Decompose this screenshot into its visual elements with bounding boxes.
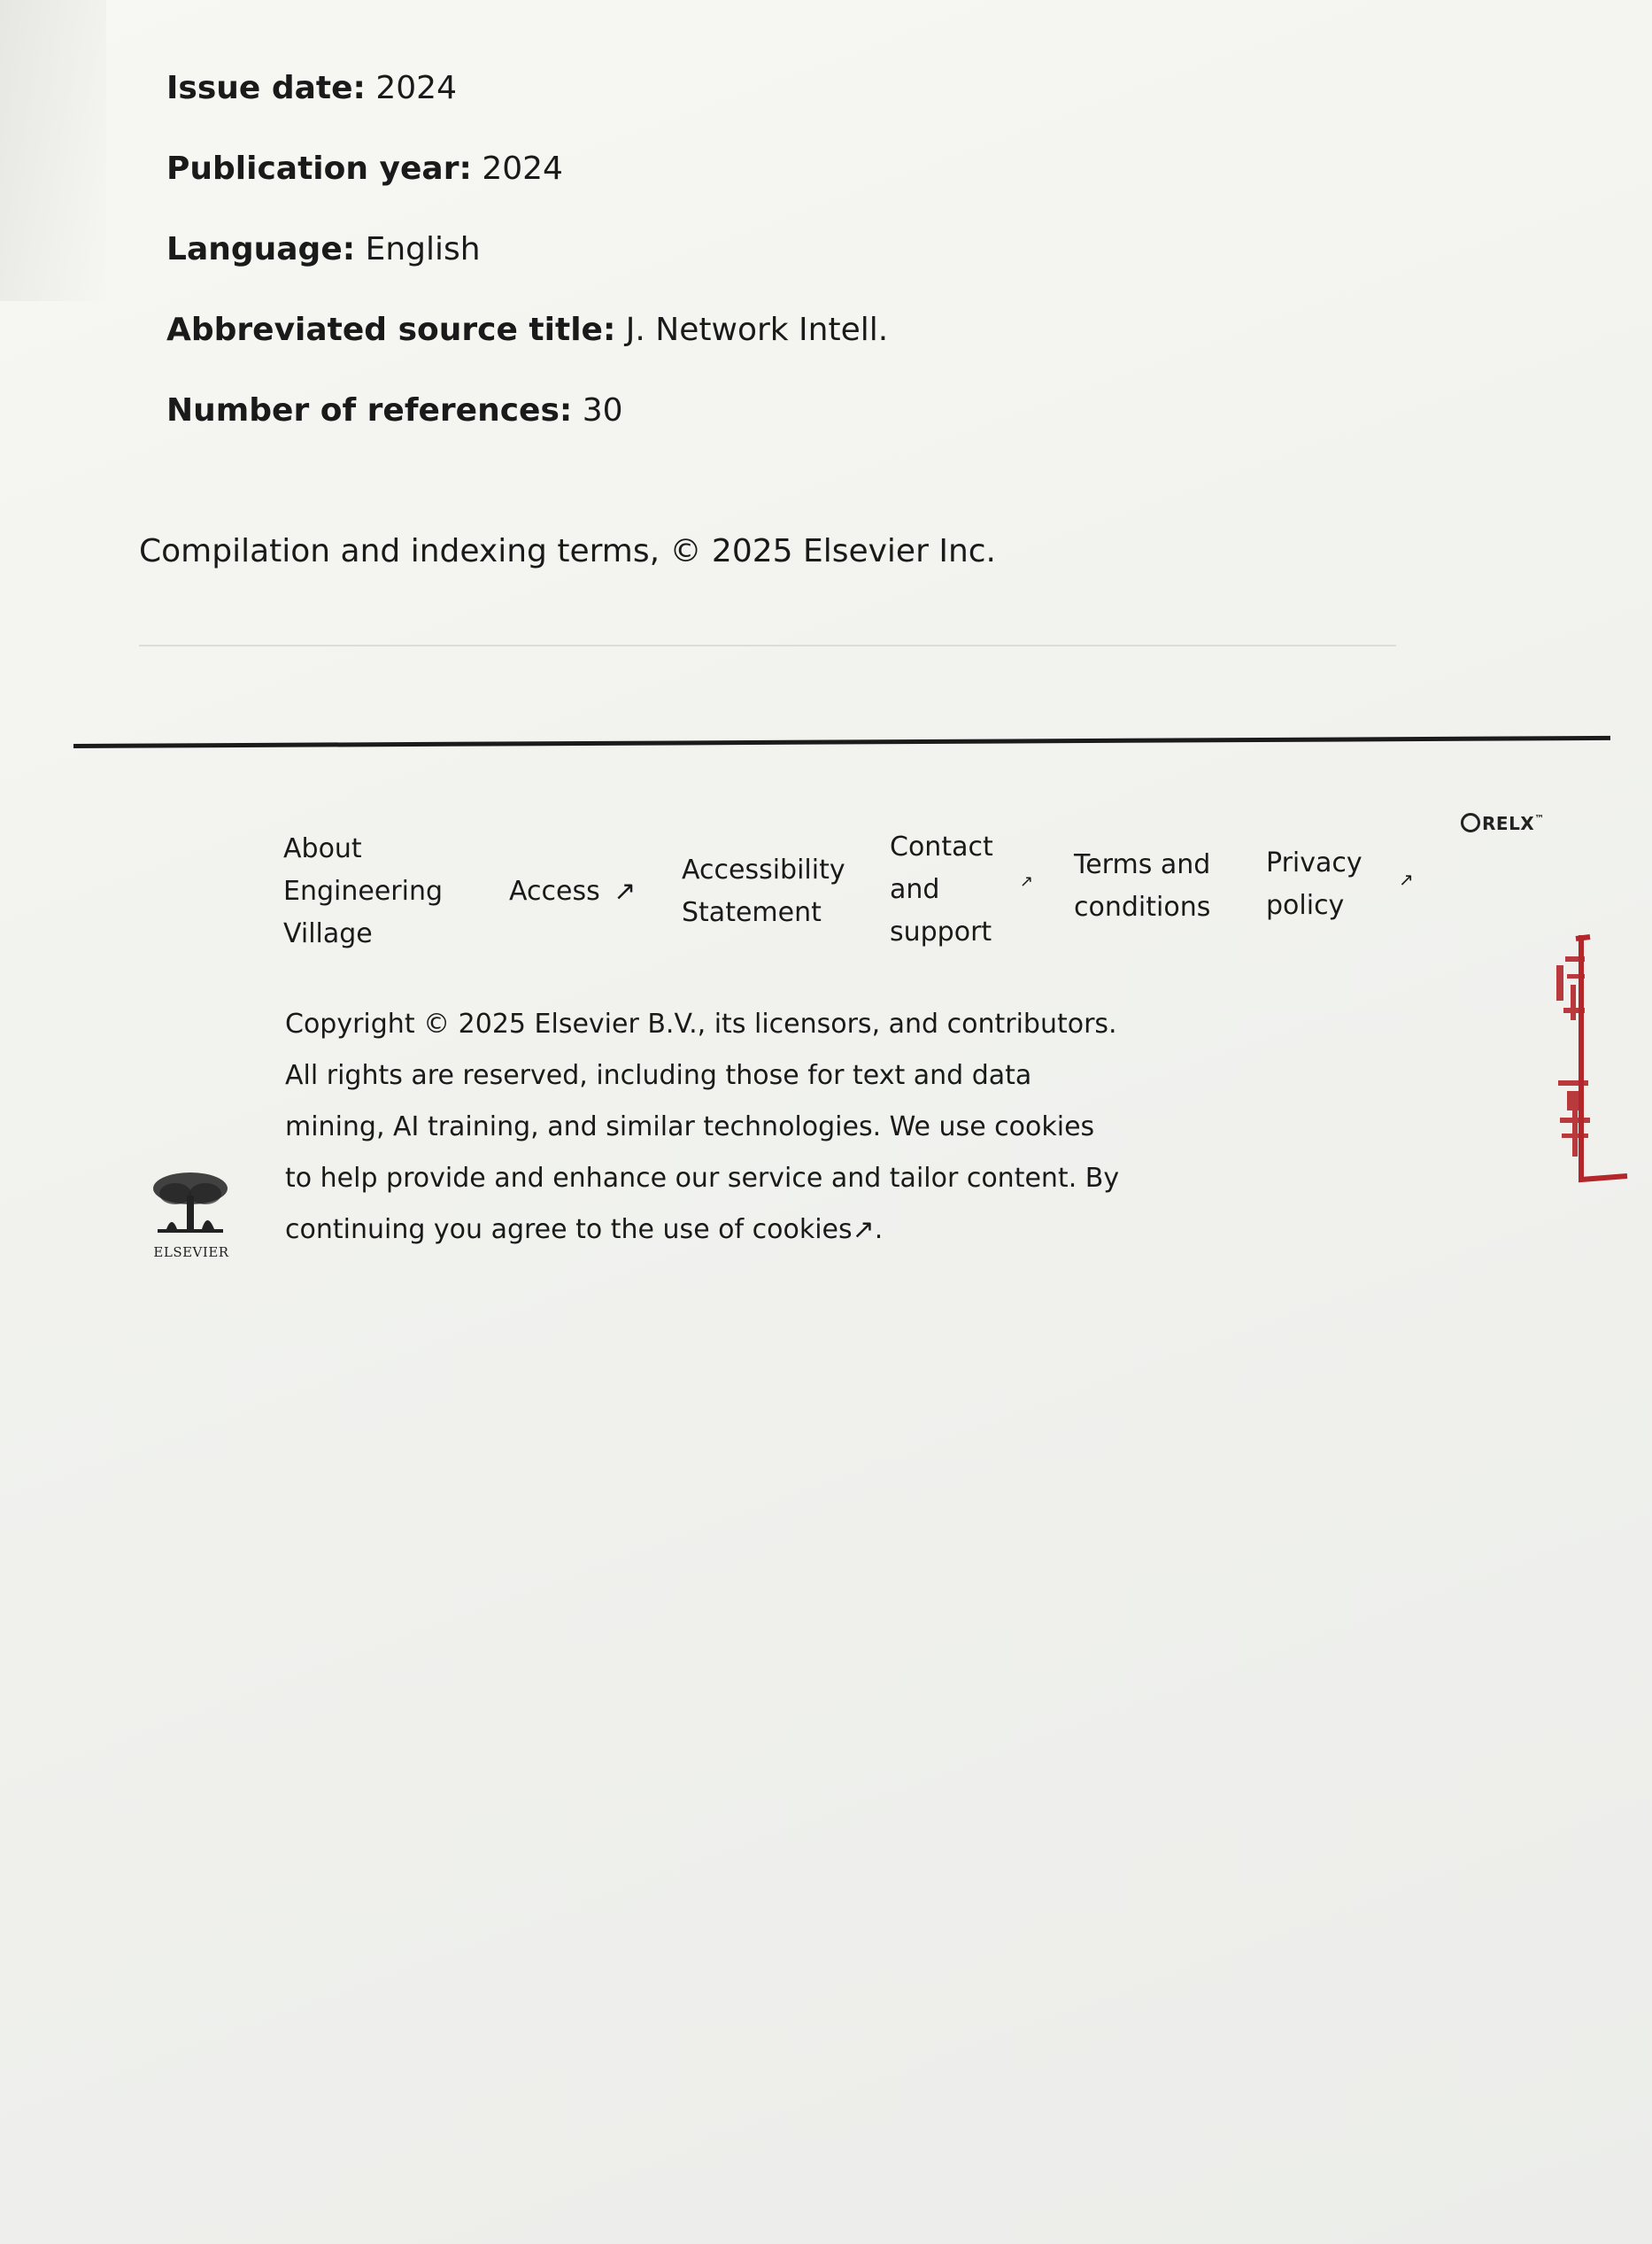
footer-divider: [73, 736, 1610, 748]
issue-date-label: Issue date:: [166, 70, 366, 106]
privacy-policy-link[interactable]: Privacy policy: [1266, 847, 1363, 921]
number-of-references-label: Number of references:: [166, 392, 573, 429]
copyright-text: Copyright © 2025 Elsevier B.V., its licensors, and contributors. All rights are reserved, including those for text and data mining, AI training, and similar technologies. We use cookies to help provide and enhance our service and tailor content. By continuing you agree to the use of: [285, 1009, 1120, 1245]
relx-logo: RELX™: [1461, 813, 1545, 834]
page-fold-shadow: [0, 0, 106, 301]
elsevier-tree-logo: [149, 1169, 232, 1240]
copyright-notice: Copyright © 2025 Elsevier B.V., its licensors, and contributors. All rights are reserved, including those for text and data mining, AI training, and similar technologies. We use cookies to help provide and enhance our service and tailor content. By continuing you agree to the use of cookies↗.: [285, 1009, 1120, 1245]
about-engineering-village-link[interactable]: About Engineering Village: [283, 833, 443, 949]
publication-year-label: Publication year:: [166, 151, 472, 187]
access-link[interactable]: Access ↗: [509, 876, 637, 907]
issue-date-value: 2024: [375, 70, 457, 106]
terms-and-conditions-link[interactable]: Terms and conditions: [1074, 849, 1211, 923]
metadata-list: [166, 62, 888, 465]
publication-year-value: 2024: [482, 151, 563, 187]
language-value: English: [365, 231, 481, 267]
arrow-up-right-icon: ↗: [614, 876, 637, 907]
abbreviated-source-title-label: Abbreviated source title:: [166, 312, 616, 348]
arrow-up-right-icon[interactable]: ↗: [1020, 872, 1034, 891]
language-label: Language:: [166, 231, 356, 267]
publication-year-row: [166, 143, 888, 223]
abbreviated-source-title-value: J. Network Intell.: [625, 312, 889, 348]
number-of-references-row: [166, 384, 888, 465]
contact-and-support-link[interactable]: Contact and support: [890, 832, 993, 948]
issue-date-row: [166, 62, 888, 143]
red-seal-stamp: [1551, 930, 1631, 1187]
arrow-up-right-icon: ↗: [852, 1214, 875, 1245]
abbreviated-source-title-row: [166, 304, 888, 384]
arrow-up-right-icon[interactable]: ↗: [1399, 869, 1414, 890]
accessibility-statement-link[interactable]: Accessibility Statement: [682, 855, 845, 928]
language-row: [166, 223, 888, 304]
elsevier-wordmark: ELSEVIER: [153, 1244, 229, 1260]
compilation-note: Compilation and indexing terms, © 2025 Elsevier Inc.: [139, 533, 996, 569]
section-divider: [139, 645, 1396, 646]
footer-nav: [0, 819, 1652, 961]
relx-mark-icon: [1461, 813, 1480, 832]
cookies-link[interactable]: cookies↗: [752, 1214, 875, 1245]
number-of-references-value: 30: [582, 392, 623, 429]
